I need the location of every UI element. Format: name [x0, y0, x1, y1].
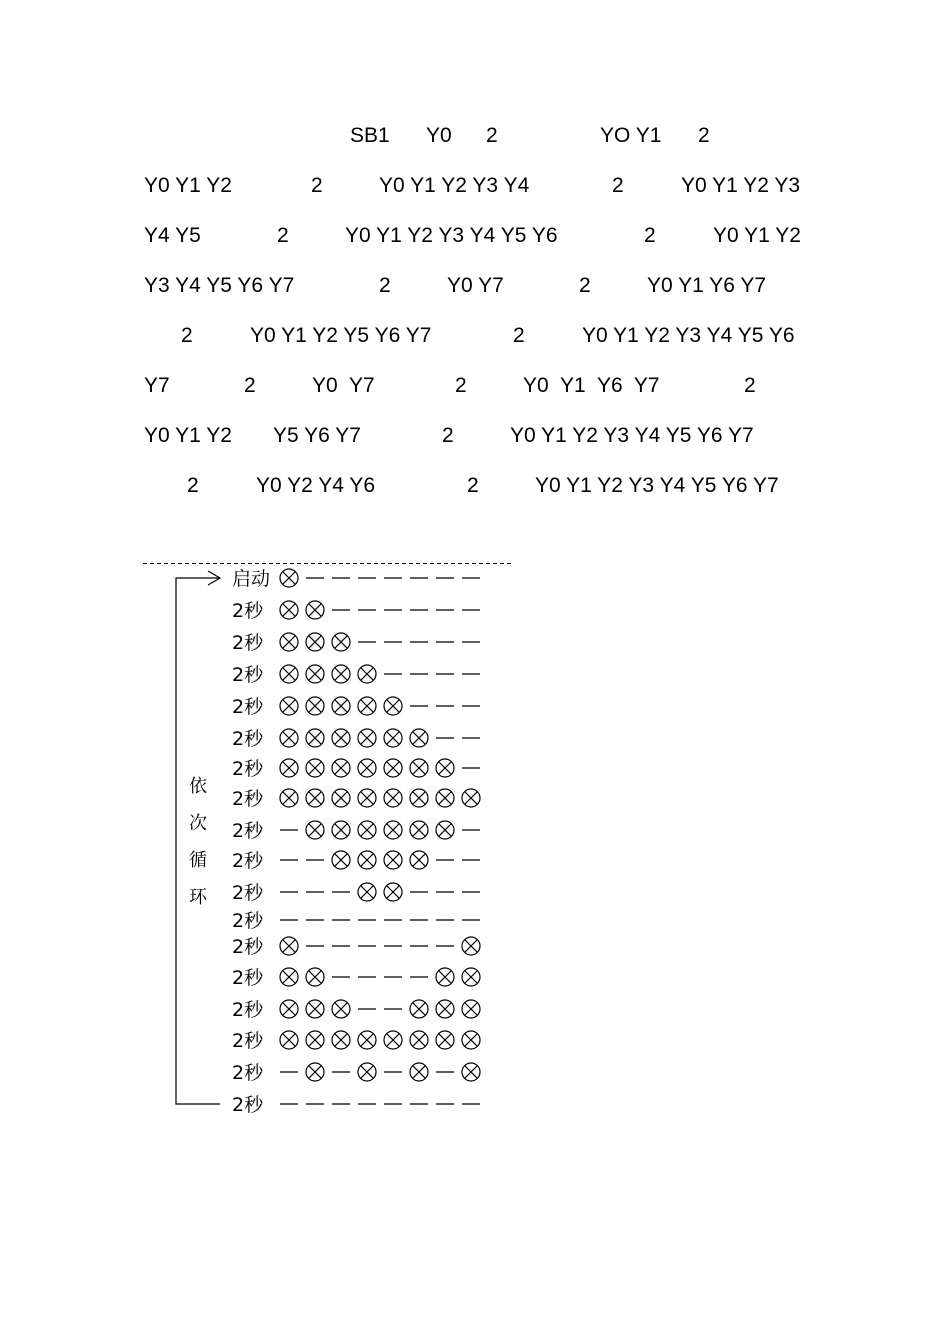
step-label: 2秒: [232, 967, 264, 989]
lamp-row: [232, 664, 480, 686]
text-token: Y5 Y6 Y7: [273, 424, 361, 447]
lamp-row: [232, 632, 480, 654]
lamp-row: [232, 696, 480, 718]
step-label: 2秒: [232, 1094, 264, 1116]
step-label: 2秒: [232, 936, 264, 958]
lamp-on-icon: [384, 729, 402, 747]
text-token: YO Y1: [600, 124, 662, 147]
text-token: 2: [486, 124, 498, 147]
text-token: Y0 Y1 Y2 Y3 Y4 Y5 Y6: [582, 324, 795, 347]
lamp-on-icon: [436, 1000, 454, 1018]
lamp-on-icon: [358, 883, 376, 901]
lamp-on-icon: [280, 665, 298, 683]
lamp-on-icon: [384, 789, 402, 807]
lamp-on-icon: [280, 1031, 298, 1049]
lamp-on-icon: [462, 789, 480, 807]
lamp-on-icon: [384, 697, 402, 715]
step-label: 2秒: [232, 999, 264, 1021]
lamp-on-icon: [358, 697, 376, 715]
lamp-row: [232, 967, 480, 989]
lamp-on-icon: [410, 1000, 428, 1018]
text-token: 2: [311, 174, 323, 197]
step-label: 2秒: [232, 820, 264, 842]
lamp-row: [232, 1030, 480, 1052]
text-token: 2: [698, 124, 710, 147]
text-token: 2: [277, 224, 289, 247]
lamp-on-icon: [280, 633, 298, 651]
lamp-on-icon: [410, 851, 428, 869]
lamp-row: [232, 936, 480, 958]
lamp-on-icon: [332, 633, 350, 651]
step-label: 2秒: [232, 882, 264, 904]
text-token: 2: [442, 424, 454, 447]
lamp-on-icon: [384, 821, 402, 839]
lamp-on-icon: [332, 665, 350, 683]
lamp-on-icon: [332, 697, 350, 715]
lamp-on-icon: [280, 789, 298, 807]
lamp-on-icon: [306, 697, 324, 715]
lamp-on-icon: [436, 1031, 454, 1049]
lamp-on-icon: [332, 729, 350, 747]
text-token: Y7: [144, 374, 170, 397]
text-token: 2: [744, 374, 756, 397]
lamp-row: [232, 882, 480, 904]
text-token: 2: [244, 374, 256, 397]
lamp-on-icon: [384, 759, 402, 777]
text-token: SB1: [350, 124, 390, 147]
lamp-on-icon: [410, 1031, 428, 1049]
lamp-on-icon: [306, 821, 324, 839]
text-token: Y0 Y1 Y6 Y7: [523, 374, 660, 397]
text-token: 2: [513, 324, 525, 347]
lamp-row: [232, 788, 480, 810]
lamp-on-icon: [306, 633, 324, 651]
lamp-on-icon: [332, 1031, 350, 1049]
lamp-on-icon: [306, 601, 324, 619]
lamp-on-icon: [358, 1031, 376, 1049]
step-label: 2秒: [232, 910, 264, 932]
lamp-on-icon: [436, 968, 454, 986]
step-label: 2秒: [232, 632, 264, 654]
step-label: 2秒: [232, 788, 264, 810]
lamp-row: [232, 1094, 480, 1116]
lamp-on-icon: [280, 601, 298, 619]
lamp-on-icon: [436, 789, 454, 807]
lamp-on-icon: [280, 759, 298, 777]
text-token: 2: [455, 374, 467, 397]
lamp-on-icon: [384, 851, 402, 869]
text-token: Y0 Y1 Y2 Y3 Y4 Y5 Y6 Y7: [535, 474, 779, 497]
lamp-on-icon: [462, 1031, 480, 1049]
lamp-rows: [232, 568, 480, 1116]
lamp-on-icon: [332, 851, 350, 869]
lamp-on-icon: [358, 759, 376, 777]
lamp-on-icon: [410, 821, 428, 839]
lamp-on-icon: [410, 1063, 428, 1081]
lamp-on-icon: [306, 968, 324, 986]
lamp-on-icon: [436, 759, 454, 777]
text-token: 2: [467, 474, 479, 497]
lamp-on-icon: [306, 1031, 324, 1049]
text-token: 2: [612, 174, 624, 197]
lamp-on-icon: [332, 821, 350, 839]
text-token: Y0 Y7: [312, 374, 375, 397]
loop-label-char: 依: [189, 776, 207, 797]
lamp-on-icon: [280, 697, 298, 715]
text-token: Y0: [426, 124, 452, 147]
lamp-on-icon: [306, 789, 324, 807]
text-token: Y0 Y1 Y6 Y7: [647, 274, 767, 297]
lamp-on-icon: [306, 1063, 324, 1081]
text-token: 2: [644, 224, 656, 247]
text-token: 2: [187, 474, 199, 497]
loop-label-char: 次: [189, 813, 207, 834]
step-label: 2秒: [232, 850, 264, 872]
lamp-row: [232, 728, 480, 750]
lamp-row: [232, 568, 480, 590]
text-token: Y0 Y1 Y2: [144, 424, 232, 447]
lamp-on-icon: [410, 759, 428, 777]
lamp-on-icon: [358, 729, 376, 747]
step-label: 2秒: [232, 728, 264, 750]
lamp-on-icon: [462, 968, 480, 986]
lamp-row: [232, 600, 480, 622]
lamp-on-icon: [462, 937, 480, 955]
loop-arrow: [176, 571, 220, 1104]
lamp-on-icon: [410, 789, 428, 807]
lamp-on-icon: [384, 883, 402, 901]
text-token: Y0 Y7: [447, 274, 504, 297]
loop-label-char: 循: [189, 850, 207, 871]
text-token: 2: [579, 274, 591, 297]
lamp-on-icon: [358, 789, 376, 807]
lamp-on-icon: [306, 1000, 324, 1018]
text-token: 2: [181, 324, 193, 347]
text-token: Y0 Y1 Y2 Y3 Y4 Y5 Y6: [345, 224, 558, 247]
start-label: 启动: [232, 568, 271, 590]
lamp-on-icon: [332, 759, 350, 777]
lamp-on-icon: [280, 729, 298, 747]
step-label: 2秒: [232, 696, 264, 718]
lamp-on-icon: [410, 729, 428, 747]
text-token: Y0 Y1 Y2 Y3 Y4 Y5 Y6 Y7: [510, 424, 754, 447]
lamp-on-icon: [280, 937, 298, 955]
text-token: Y3 Y4 Y5 Y6 Y7: [144, 274, 295, 297]
text-token: Y0 Y1 Y2 Y3 Y4: [379, 174, 530, 197]
lamp-on-icon: [462, 1000, 480, 1018]
lamp-on-icon: [436, 821, 454, 839]
loop-label: [189, 776, 208, 908]
lamp-on-icon: [280, 1000, 298, 1018]
text-token: Y0 Y1 Y2: [144, 174, 232, 197]
text-token: Y4 Y5: [144, 224, 201, 247]
lamp-on-icon: [358, 851, 376, 869]
lamp-on-icon: [306, 665, 324, 683]
lamp-on-icon: [280, 569, 298, 587]
text-token: Y0 Y1 Y2 Y3: [681, 174, 801, 197]
lamp-row: [232, 850, 480, 872]
lamp-on-icon: [306, 759, 324, 777]
step-label: 2秒: [232, 1030, 264, 1052]
lamp-on-icon: [384, 1031, 402, 1049]
lamp-row: [232, 910, 480, 932]
lamp-on-icon: [332, 1000, 350, 1018]
step-label: 2秒: [232, 1062, 264, 1084]
lamp-on-icon: [306, 729, 324, 747]
text-token: 2: [379, 274, 391, 297]
lamp-on-icon: [462, 1063, 480, 1081]
lamp-on-icon: [358, 821, 376, 839]
lamp-row: [232, 758, 480, 780]
loop-label-char: 环: [189, 887, 207, 908]
lamp-row: [232, 820, 480, 842]
text-token: Y0 Y1 Y2 Y5 Y6 Y7: [250, 324, 432, 347]
lamp-row: [232, 999, 480, 1021]
step-label: 2秒: [232, 664, 264, 686]
step-label: 2秒: [232, 600, 264, 622]
text-token: Y0 Y1 Y2: [713, 224, 801, 247]
text-token: Y0 Y2 Y4 Y6: [256, 474, 376, 497]
lamp-on-icon: [358, 1063, 376, 1081]
lamp-on-icon: [358, 665, 376, 683]
lamp-on-icon: [332, 789, 350, 807]
lamp-on-icon: [280, 968, 298, 986]
lamp-row: [232, 1062, 480, 1084]
step-label: 2秒: [232, 758, 264, 780]
